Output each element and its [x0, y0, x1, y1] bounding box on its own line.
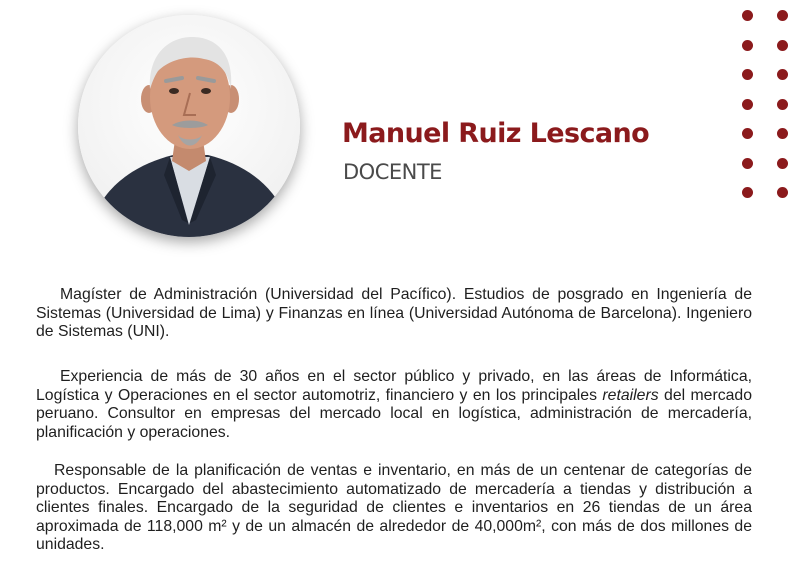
bio-paragraph-experience-text: Experiencia de más de 30 años en el sector público y privado, en las áreas de Informática, Logística y Operaciones en el sector automotriz, financiero y en los principales	[36, 368, 752, 404]
decorative-dot	[742, 187, 753, 198]
profile-photo	[78, 15, 300, 237]
bio-paragraph-experience-text-end: del mercado peruano. Consultor en empresas del mercado local en logística, administración de mercadería, planificación y operaciones.	[36, 386, 752, 441]
decorative-dot	[742, 40, 753, 51]
decorative-dot	[777, 128, 788, 139]
decorative-dot	[777, 99, 788, 110]
decorative-dot	[777, 69, 788, 80]
bio-paragraph-responsibilities: Responsable de la planificación de ventas e inventario, en más de un centenar de categorías de productos. Encargado del abastecimiento automatizado de mercadería a tiendas y distribución a clientes finales. Encargado de la seguridad de clientes e inventarios en 26 tiendas de un área aproximada de 118,000 m² y de un almacén de alrededor de 40,000m², con más de dos millones de unidades.	[36, 462, 752, 553]
decorative-dot	[777, 158, 788, 169]
decorative-dot	[742, 99, 753, 110]
decorative-dot	[777, 40, 788, 51]
decorative-dot	[742, 10, 753, 21]
person-portrait-illustration	[78, 15, 300, 237]
decorative-dot	[742, 128, 753, 139]
decorative-dot-grid	[742, 10, 800, 205]
decorative-dot	[777, 187, 788, 198]
decorative-dot	[742, 69, 753, 80]
bio-paragraph-experience	[36, 368, 752, 442]
bio-paragraph-education: Magíster de Administración (Universidad del Pacífico). Estudios de posgrado en Ingeniería de Sistemas (Universidad de Lima) y Finanzas en línea (Universidad Autónoma de Barcelona). Ingeniero de Sistemas (UNI).	[36, 286, 752, 340]
profile-name: Manuel Ruiz Lescano	[342, 118, 650, 149]
decorative-dot	[742, 158, 753, 169]
decorative-dot	[777, 10, 788, 21]
profile-role: DOCENTE	[343, 160, 442, 184]
bio-paragraph-experience-italic: retailers	[602, 386, 659, 404]
